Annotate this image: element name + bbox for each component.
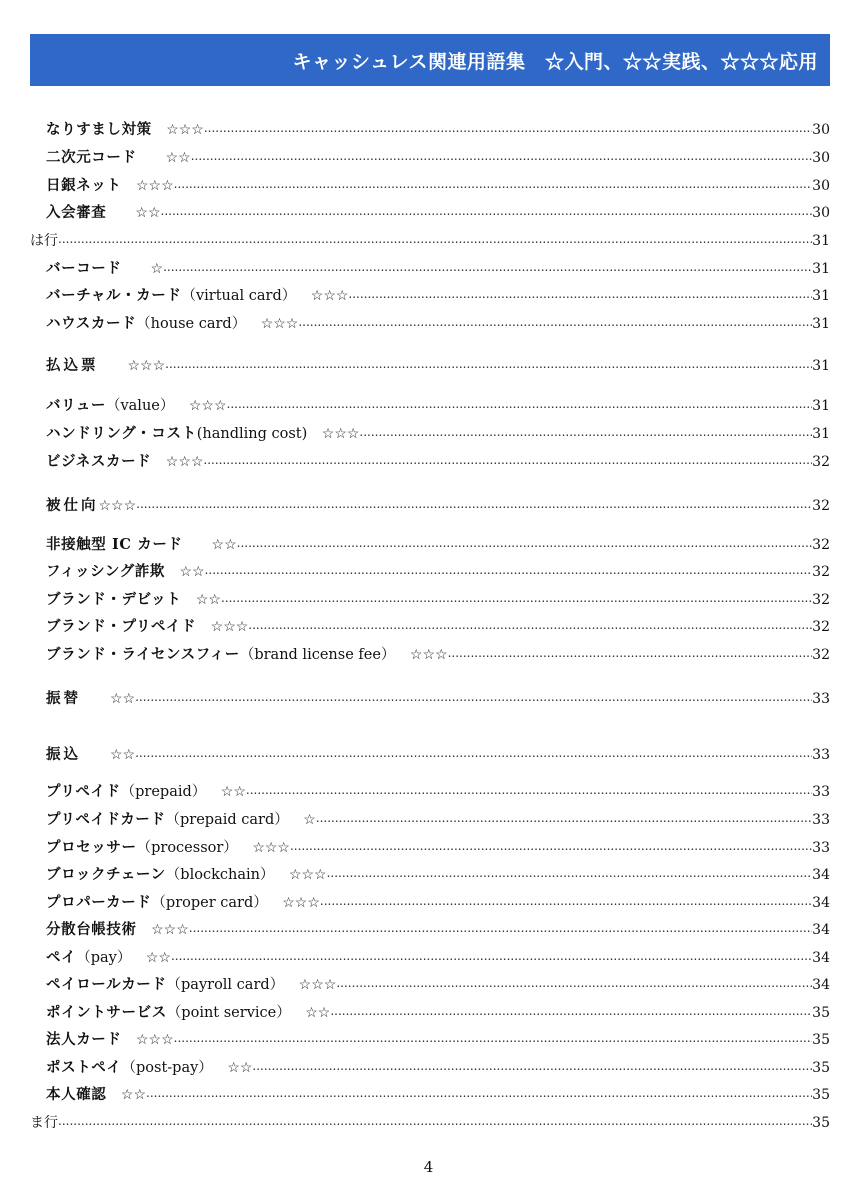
dot-leader <box>359 423 812 441</box>
entry-page-number: 31 <box>812 233 830 249</box>
dot-leader <box>135 744 812 762</box>
entry-title: 二次元コード <box>46 149 137 166</box>
entry-english: （prepaid） <box>120 784 207 800</box>
entry-page-number: 32 <box>812 537 830 553</box>
dot-leader <box>316 809 812 827</box>
entry-page-number: 35 <box>812 1115 830 1131</box>
dot-leader <box>448 644 813 662</box>
entry-page-number: 30 <box>812 150 830 166</box>
entry-english: （blockchain） <box>165 867 275 883</box>
dot-leader <box>189 919 812 937</box>
dot-leader <box>165 355 812 373</box>
entry-english: （pay） <box>76 950 132 966</box>
entry-title: ハンドリング・コスト <box>46 425 197 442</box>
toc-entry[interactable] <box>30 835 830 857</box>
entry-title: 法人カード <box>46 1031 122 1048</box>
entry-page-number: 30 <box>812 178 830 194</box>
difficulty-stars: ☆☆☆ <box>210 619 249 635</box>
document-header-title: キャッシュレス関連用語集 ☆入門、☆☆実践、☆☆☆応用 <box>292 50 818 73</box>
entry-page-number: 32 <box>812 647 830 663</box>
entry-english: （point service） <box>166 1005 291 1021</box>
difficulty-stars: ☆☆ <box>110 747 136 763</box>
difficulty-stars: ☆☆ <box>195 592 221 608</box>
difficulty-stars: ☆☆☆ <box>310 288 349 304</box>
entry-english: （payroll card） <box>166 977 285 993</box>
difficulty-stars: ☆☆ <box>110 691 136 707</box>
dot-leader <box>191 147 812 165</box>
entry-spacer <box>213 1059 228 1077</box>
dot-leader <box>221 589 812 607</box>
toc-section-heading[interactable] <box>30 1110 830 1132</box>
dot-leader <box>203 451 812 469</box>
dot-leader <box>290 837 812 855</box>
dot-leader <box>252 1057 812 1075</box>
entry-page-number: 32 <box>812 454 830 470</box>
dot-leader <box>135 688 812 706</box>
toc-entry[interactable] <box>30 642 830 664</box>
dot-leader <box>348 285 812 303</box>
entry-title: ブランド・プリペイド <box>46 618 197 635</box>
entry-title: 非接触型 IC カード <box>46 536 183 553</box>
toc-entry[interactable] <box>30 686 830 708</box>
difficulty-stars: ☆☆ <box>305 1005 331 1021</box>
entry-title: 日銀ネット <box>46 177 122 194</box>
difficulty-stars: ☆☆☆ <box>298 977 337 993</box>
toc-entry[interactable] <box>30 493 830 515</box>
difficulty-stars: ☆☆☆ <box>260 316 299 332</box>
entry-page-number: 31 <box>812 261 830 277</box>
entry-spacer <box>307 425 322 443</box>
entry-spacer <box>131 949 146 967</box>
entry-page-number: 33 <box>812 784 830 800</box>
entry-page-number: 33 <box>812 691 830 707</box>
dot-leader <box>248 616 812 634</box>
dot-leader <box>136 495 812 513</box>
difficulty-stars: ☆☆ <box>211 537 237 553</box>
entry-title: ペイロールカード <box>46 976 167 993</box>
toc-entry[interactable] <box>30 807 830 829</box>
entry-page-number: 32 <box>812 498 830 514</box>
toc-entry[interactable] <box>30 1055 830 1077</box>
toc-entry[interactable] <box>30 311 830 333</box>
document-header-bar <box>30 34 830 86</box>
entry-spacer <box>238 839 253 857</box>
toc-entry[interactable] <box>30 145 830 167</box>
entry-spacer <box>122 1031 137 1049</box>
entry-spacer <box>122 260 151 278</box>
toc-entry[interactable] <box>30 779 830 801</box>
entry-title: 入会審査 <box>46 204 107 221</box>
toc-entry[interactable] <box>30 1000 830 1022</box>
entry-spacer <box>274 866 289 884</box>
entry-spacer <box>81 690 110 708</box>
entry-title: 被仕向 <box>46 497 99 514</box>
dot-leader <box>327 864 813 882</box>
entry-english: (handling cost) <box>196 426 308 442</box>
entry-english: （brand license fee） <box>239 647 396 663</box>
dot-leader <box>163 258 812 276</box>
entry-page-number: 31 <box>812 398 830 414</box>
difficulty-stars: ☆☆ <box>220 784 246 800</box>
dot-leader <box>171 947 812 965</box>
entry-english: （value） <box>105 398 175 414</box>
entry-spacer <box>296 287 311 305</box>
entry-spacer <box>106 1086 121 1104</box>
entry-spacer <box>165 563 180 581</box>
entry-title: ポイントサービス <box>46 1004 167 1021</box>
dot-leader <box>146 1084 812 1102</box>
entry-page-number: 34 <box>812 950 830 966</box>
entry-page-number: 35 <box>812 1060 830 1076</box>
dot-leader <box>336 974 812 992</box>
toc-entry[interactable] <box>30 972 830 994</box>
entry-title: ブランド・ライセンスフィー <box>46 646 240 663</box>
difficulty-stars: ☆☆☆ <box>136 178 174 194</box>
entry-spacer <box>106 204 135 222</box>
page-number: 4 <box>423 1158 434 1176</box>
entry-english: （house card） <box>136 316 247 332</box>
entry-title: 本人確認 <box>46 1086 107 1103</box>
entry-page-number: 35 <box>812 1032 830 1048</box>
entry-title: ビジネスカード <box>46 453 152 470</box>
difficulty-stars: ☆☆☆ <box>188 398 227 414</box>
difficulty-stars: ☆☆☆ <box>288 867 327 883</box>
dot-leader <box>298 313 812 331</box>
entry-spacer <box>137 921 152 939</box>
entry-spacer <box>395 646 410 664</box>
entry-page-number: 35 <box>812 1087 830 1103</box>
entry-spacer <box>152 121 167 139</box>
toc-entry[interactable] <box>30 393 830 415</box>
difficulty-stars: ☆☆☆ <box>151 922 189 938</box>
entry-title: バリュー <box>46 397 106 414</box>
entry-spacer <box>246 315 261 333</box>
toc-entry[interactable] <box>30 890 830 912</box>
entry-english: （post-pay） <box>121 1060 213 1076</box>
entry-spacer <box>284 976 299 994</box>
difficulty-stars: ☆☆☆ <box>98 498 137 514</box>
difficulty-stars: ☆ <box>150 261 164 277</box>
toc-entry[interactable] <box>30 449 830 471</box>
toc-entry[interactable] <box>30 532 830 554</box>
difficulty-stars: ☆☆ <box>135 205 161 221</box>
toc-entry[interactable] <box>30 256 830 278</box>
entry-title: 払込票 <box>46 357 99 374</box>
toc-entry[interactable] <box>30 283 830 305</box>
entry-title: ポストペイ <box>46 1059 122 1076</box>
toc-entry[interactable] <box>30 1082 830 1104</box>
toc-entry[interactable] <box>30 587 830 609</box>
difficulty-stars: ☆☆☆ <box>409 647 448 663</box>
toc-entry[interactable] <box>30 742 830 764</box>
toc-entry[interactable] <box>30 200 830 222</box>
entry-title: プロパーカード <box>46 894 152 911</box>
entry-page-number: 35 <box>812 1005 830 1021</box>
entry-page-number: 30 <box>812 205 830 221</box>
entry-page-number: 32 <box>812 619 830 635</box>
entry-page-number: 32 <box>812 592 830 608</box>
entry-title: プリペイドカード <box>46 811 166 828</box>
entry-spacer <box>206 783 221 801</box>
entry-spacer <box>181 591 196 609</box>
entry-title: バーコード <box>46 260 122 277</box>
difficulty-stars: ☆☆ <box>227 1060 253 1076</box>
entry-page-number: 31 <box>812 288 830 304</box>
entry-spacer <box>196 618 211 636</box>
entry-page-number: 33 <box>812 747 830 763</box>
entry-page-number: 34 <box>812 895 830 911</box>
difficulty-stars: ☆☆☆ <box>127 358 166 374</box>
entry-spacer <box>291 1004 306 1022</box>
toc-entry[interactable] <box>30 1027 830 1049</box>
entry-spacer <box>99 357 128 375</box>
entry-english: （processor） <box>136 840 238 856</box>
entry-page-number: 34 <box>812 922 830 938</box>
difficulty-stars: ☆☆☆ <box>252 840 290 856</box>
difficulty-stars: ☆☆ <box>120 1087 147 1103</box>
entry-title: 振替 <box>46 690 81 707</box>
dot-leader <box>161 202 813 220</box>
difficulty-stars: ☆☆☆ <box>166 122 204 138</box>
dot-leader <box>320 892 812 910</box>
entry-page-number: 32 <box>812 564 830 580</box>
dot-leader <box>227 395 813 413</box>
toc-entry[interactable] <box>30 421 830 443</box>
entry-english: （proper card） <box>151 895 268 911</box>
entry-page-number: 33 <box>812 812 830 828</box>
entry-page-number: 30 <box>812 122 830 138</box>
dot-leader <box>58 230 812 248</box>
entry-title: ハウスカード <box>46 315 137 332</box>
entry-spacer <box>289 811 304 829</box>
entry-title: フィッシング詐欺 <box>46 563 165 580</box>
difficulty-stars: ☆☆☆ <box>136 1032 174 1048</box>
entry-page-number: 34 <box>812 867 830 883</box>
dot-leader <box>330 1002 812 1020</box>
entry-title: バーチャル・カード <box>46 287 182 304</box>
entry-english: （prepaid card） <box>165 812 289 828</box>
difficulty-stars: ☆☆ <box>179 564 205 580</box>
entry-english: （virtual card） <box>181 288 297 304</box>
toc-entry[interactable] <box>30 173 830 195</box>
entry-title: プリペイド <box>46 783 121 800</box>
difficulty-stars: ☆☆ <box>145 950 171 966</box>
toc-entry[interactable] <box>30 559 830 581</box>
difficulty-stars: ☆☆☆ <box>165 454 204 470</box>
entry-page-number: 31 <box>812 358 830 374</box>
toc-entry[interactable] <box>30 353 830 375</box>
toc-entry[interactable] <box>30 917 830 939</box>
entry-spacer <box>81 746 110 764</box>
entry-title: 振込 <box>46 746 81 763</box>
dot-leader <box>174 1029 813 1047</box>
entry-title: ま行 <box>30 1115 58 1131</box>
entry-spacer <box>183 536 212 554</box>
entry-title: プロセッサー <box>46 839 137 856</box>
entry-spacer <box>122 177 137 195</box>
dot-leader <box>237 534 813 552</box>
entry-spacer <box>151 453 166 471</box>
entry-title: 分散台帳技術 <box>46 921 137 938</box>
difficulty-stars: ☆ <box>303 812 316 828</box>
entry-title: ブランド・デビット <box>46 591 182 608</box>
toc-entry[interactable] <box>30 614 830 636</box>
difficulty-stars: ☆☆☆ <box>282 895 320 911</box>
difficulty-stars: ☆☆ <box>165 150 191 166</box>
toc-entry[interactable] <box>30 945 830 967</box>
entry-page-number: 33 <box>812 840 830 856</box>
dot-leader <box>246 781 812 799</box>
entry-page-number: 34 <box>812 977 830 993</box>
entry-spacer <box>137 149 166 167</box>
dot-leader <box>204 119 812 137</box>
toc-section-heading[interactable] <box>30 228 830 250</box>
dot-leader <box>205 561 813 579</box>
entry-spacer <box>268 894 283 912</box>
entry-page-number: 31 <box>812 316 830 332</box>
entry-title: は行 <box>30 233 58 249</box>
toc-entry[interactable] <box>30 862 830 884</box>
dot-leader <box>174 175 813 193</box>
entry-spacer <box>174 397 189 415</box>
entry-title: ブロックチェーン <box>46 866 166 883</box>
entry-title: ペイ <box>46 949 77 966</box>
toc-entry[interactable] <box>30 117 830 139</box>
entry-page-number: 31 <box>812 426 830 442</box>
difficulty-stars: ☆☆☆ <box>321 426 360 442</box>
dot-leader <box>58 1112 812 1130</box>
entry-title: なりすまし対策 <box>46 121 152 138</box>
